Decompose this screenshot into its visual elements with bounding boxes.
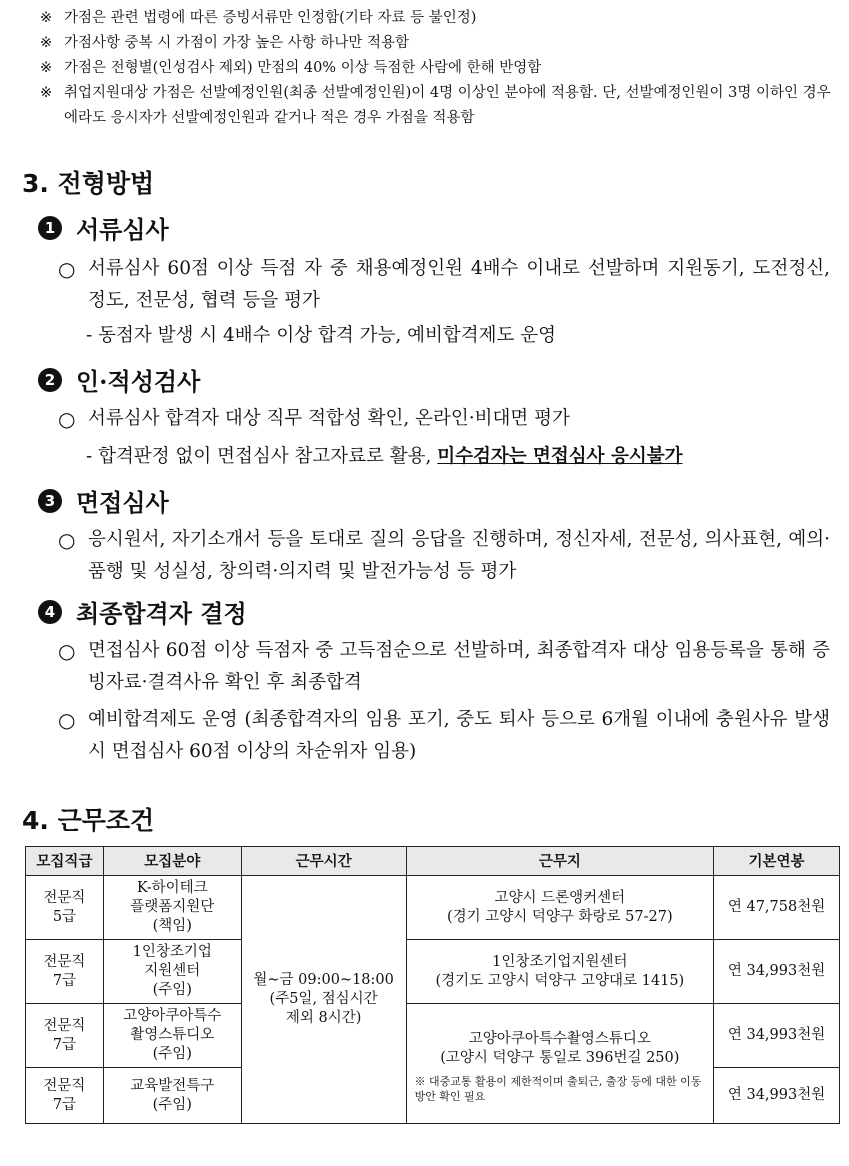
- step-3-item-text: 응시원서, 자기소개서 등을 토대로 질의 응답을 진행하며, 정신자세, 전문성, 의사표현, 예의·품행 및 성실성, 창의력·의지력 및 발전가능성 등 평가: [88, 529, 830, 582]
- circle-bullet-icon: ○: [58, 407, 76, 431]
- salary-cell: 연 34,993천원: [714, 1004, 840, 1068]
- step-2-sub-item: [86, 441, 831, 473]
- notes-list: [40, 6, 840, 131]
- step-4-title: 최종합격자 결정: [76, 599, 247, 628]
- section-4-title: 4. 근무조건: [22, 806, 155, 835]
- header-salary: 기본연봉: [714, 847, 840, 876]
- salary-cell: 연 47,758천원: [714, 876, 840, 940]
- step-number-4-icon: 4: [38, 600, 62, 624]
- step-2-title: 인·적성검사: [76, 367, 201, 396]
- step-4-item-1: [58, 635, 830, 699]
- header-hours: 근무시간: [241, 847, 406, 876]
- field-cell: 교육발전특구 (주임): [103, 1068, 241, 1124]
- note-item: [40, 81, 840, 131]
- note-text: 가점은 전형별(인성검사 제외) 만점의 40% 이상 득점한 사람에 한해 반영함: [64, 60, 542, 76]
- table-row: [26, 1004, 840, 1068]
- step-4-heading: [38, 594, 247, 629]
- step-3-title: 면접심사: [76, 488, 169, 517]
- work-conditions-table: [25, 846, 840, 1124]
- table-header-row: [26, 847, 840, 876]
- place-cell: 1인창조기업지원센터 (경기도 고양시 덕양구 고양대로 1415): [406, 940, 714, 1004]
- note-text: 취업지원대상 가점은 선발예정인원(최종 선발예정인원)이 4명 이상인 분야에 적용함. 단, 선발예정인원이 3명 이하인 경우에라도 응시자가 선발예정인원과 같거나 적은 경우 가점을 적용함: [64, 85, 831, 126]
- field-cell: 1인창조기업 지원센터 (주임): [103, 940, 241, 1004]
- circle-bullet-icon: ○: [58, 257, 76, 281]
- step-2-item: [58, 403, 830, 435]
- circle-bullet-icon: ○: [58, 708, 76, 732]
- step-2-underlined-notice: 미수검자는 면접심사 응시불가: [437, 446, 683, 467]
- step-1-heading: [38, 210, 169, 245]
- note-item: [40, 56, 840, 81]
- place-cell: 고양시 드론앵커센터 (경기 고양시 덕양구 화랑로 57-27): [406, 876, 714, 940]
- note-mark-icon: ※: [40, 35, 53, 51]
- step-2-heading: [38, 362, 200, 397]
- grade-cell: 전문직 7급: [26, 1068, 104, 1124]
- hours-cell: 월~금 09:00~18:00 (주5일, 점심시간 제외 8시간): [241, 876, 406, 1124]
- note-text: 가점사항 중복 시 가점이 가장 높은 사항 하나만 적용함: [64, 35, 410, 51]
- note-item: [40, 6, 840, 31]
- step-1-item: [58, 253, 830, 317]
- salary-cell: 연 34,993천원: [714, 1068, 840, 1124]
- step-3-item: [58, 524, 830, 588]
- step-4-item-2: [58, 704, 830, 768]
- step-4-item-1-text: 면접심사 60점 이상 득점자 중 고득점순으로 선발하며, 최종합격자 대상 임용등록을 통해 증빙자료·결격사유 확인 후 최종합격: [88, 640, 830, 693]
- note-text: 가점은 관련 법령에 따른 증빙서류만 인정함(기타 자료 등 불인정): [64, 10, 477, 26]
- header-place: 근무지: [406, 847, 714, 876]
- grade-cell: 전문직 7급: [26, 940, 104, 1004]
- table-row: [26, 876, 840, 940]
- step-1-sub-item: - 동점자 발생 시 4배수 이상 합격 가능, 예비합격제도 운영: [86, 325, 556, 346]
- note-mark-icon: ※: [40, 85, 53, 101]
- header-grade: 모집직급: [26, 847, 104, 876]
- field-cell: K-하이테크 플랫폼지원단 (책임): [103, 876, 241, 940]
- step-4-item-2-text: 예비합격제도 운영 (최종합격자의 임용 포기, 중도 퇴사 등으로 6개월 이내에 충원사유 발생 시 면접심사 60점 이상의 차순위자 임용): [88, 709, 830, 762]
- place-address: 고양아쿠아특수촬영스튜디오 (고양시 덕양구 통일로 396번길 250): [440, 1030, 680, 1066]
- field-cell: 고양아쿠아특수 촬영스튜디오 (주임): [103, 1004, 241, 1068]
- step-number-3-icon: 3: [38, 489, 62, 513]
- place-cell: [406, 1004, 714, 1124]
- section-3-title: 3. 전형방법: [22, 169, 155, 198]
- grade-cell: 전문직 7급: [26, 1004, 104, 1068]
- step-1-item-text: 서류심사 60점 이상 득점 자 중 채용예정인원 4배수 이내로 선발하며 지원동기, 도전정신, 정도, 전문성, 협력 등을 평가: [88, 258, 830, 311]
- place-note: ※ 대중교통 활용이 제한적이며 출퇴근, 출장 등에 대한 이동방안 확인 필요: [414, 1074, 702, 1103]
- table-row: [26, 940, 840, 1004]
- circle-bullet-icon: ○: [58, 528, 76, 552]
- step-number-2-icon: 2: [38, 368, 62, 392]
- note-item: [40, 31, 840, 56]
- grade-cell: 전문직 5급: [26, 876, 104, 940]
- step-number-1-icon: 1: [38, 216, 62, 240]
- note-mark-icon: ※: [40, 10, 53, 26]
- circle-bullet-icon: ○: [58, 639, 76, 663]
- note-mark-icon: ※: [40, 60, 53, 76]
- step-1-title: 서류심사: [76, 215, 169, 244]
- step-3-heading: [38, 483, 169, 518]
- step-2-item-text: 서류심사 합격자 대상 직무 적합성 확인, 온라인·비대면 평가: [88, 408, 570, 429]
- salary-cell: 연 34,993천원: [714, 940, 840, 1004]
- header-field: 모집분야: [103, 847, 241, 876]
- step-2-sub-item-text: - 합격판정 없이 면접심사 참고자료로 활용,: [86, 446, 438, 467]
